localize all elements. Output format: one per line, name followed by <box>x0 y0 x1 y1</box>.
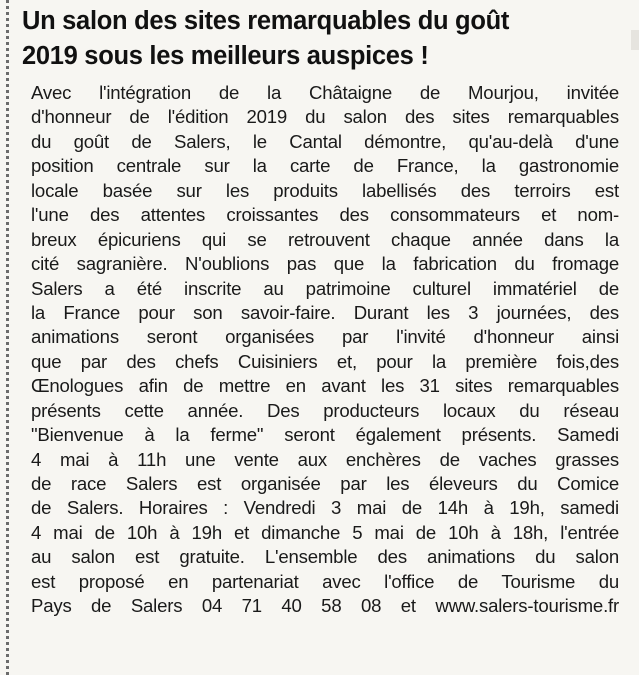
body-line: de race Salers est organisée par les éleveurs du Comice <box>31 473 619 494</box>
body-line: 4 mai à 11h une vente aux enchères de vaches grasses <box>31 448 619 470</box>
article-body <box>31 81 619 619</box>
headline-line: 2019 sous les meilleurs auspices ! <box>22 42 429 70</box>
body-line: 4 mai de 10h à 19h et dimanche 5 mai de 10h à 18h, l'entrée <box>31 521 619 543</box>
article-headline <box>22 4 628 74</box>
body-line: d'honneur de l'édition 2019 du salon des sites remarquables <box>31 106 619 128</box>
body-line: est proposé en partenariat avec l'office de Tourisme du <box>31 570 619 592</box>
body-line: Avec l'intégration de la Châtaigne de Mourjou, invitée <box>31 82 619 103</box>
body-line: Salers a été inscrite au patrimoine culturel immatériel de <box>31 277 619 299</box>
headline-line: Un salon des sites remarquables du goût <box>22 7 510 35</box>
body-line: cité sagranière. N'oublions pas que la fabrication du fromage <box>31 253 619 275</box>
body-line: au salon est gratuite. L'ensemble des animations du salon <box>31 546 619 568</box>
adjacent-column-fragment <box>631 30 639 50</box>
body-line: la France pour son savoir-faire. Durant les 3 journées, des <box>31 301 619 323</box>
body-line: animations seront organisées par l'invité d'honneur ainsi <box>31 326 619 348</box>
dotted-column-border <box>6 0 9 675</box>
body-line: Pays de Salers 04 71 40 58 08 et www.salers-tourisme.fr <box>31 595 619 617</box>
body-line: du goût de Salers, le Cantal démontre, qu'au-delà d'une <box>31 130 619 152</box>
body-line: Œnologues afin de mettre en avant les 31 sites remarquables <box>31 375 619 397</box>
body-line: position centrale sur la carte de France, la gastronomie <box>31 155 619 177</box>
body-line: de Salers. Horaires : Vendredi 3 mai de 14h à 19h, samedi <box>31 497 619 519</box>
body-line: l'une des attentes croissantes des consommateurs et nom- <box>31 204 619 226</box>
body-line: "Bienvenue à la ferme" seront également présents. Samedi <box>31 424 619 446</box>
body-line: breux épicuriens qui se retrouvent chaque année dans la <box>31 228 619 250</box>
body-line: que par des chefs Cuisiniers et, pour la première fois,des <box>31 350 619 372</box>
body-line: présents cette année. Des producteurs locaux du réseau <box>31 399 619 421</box>
body-line: locale basée sur les produits labellisés des terroirs est <box>31 179 619 201</box>
